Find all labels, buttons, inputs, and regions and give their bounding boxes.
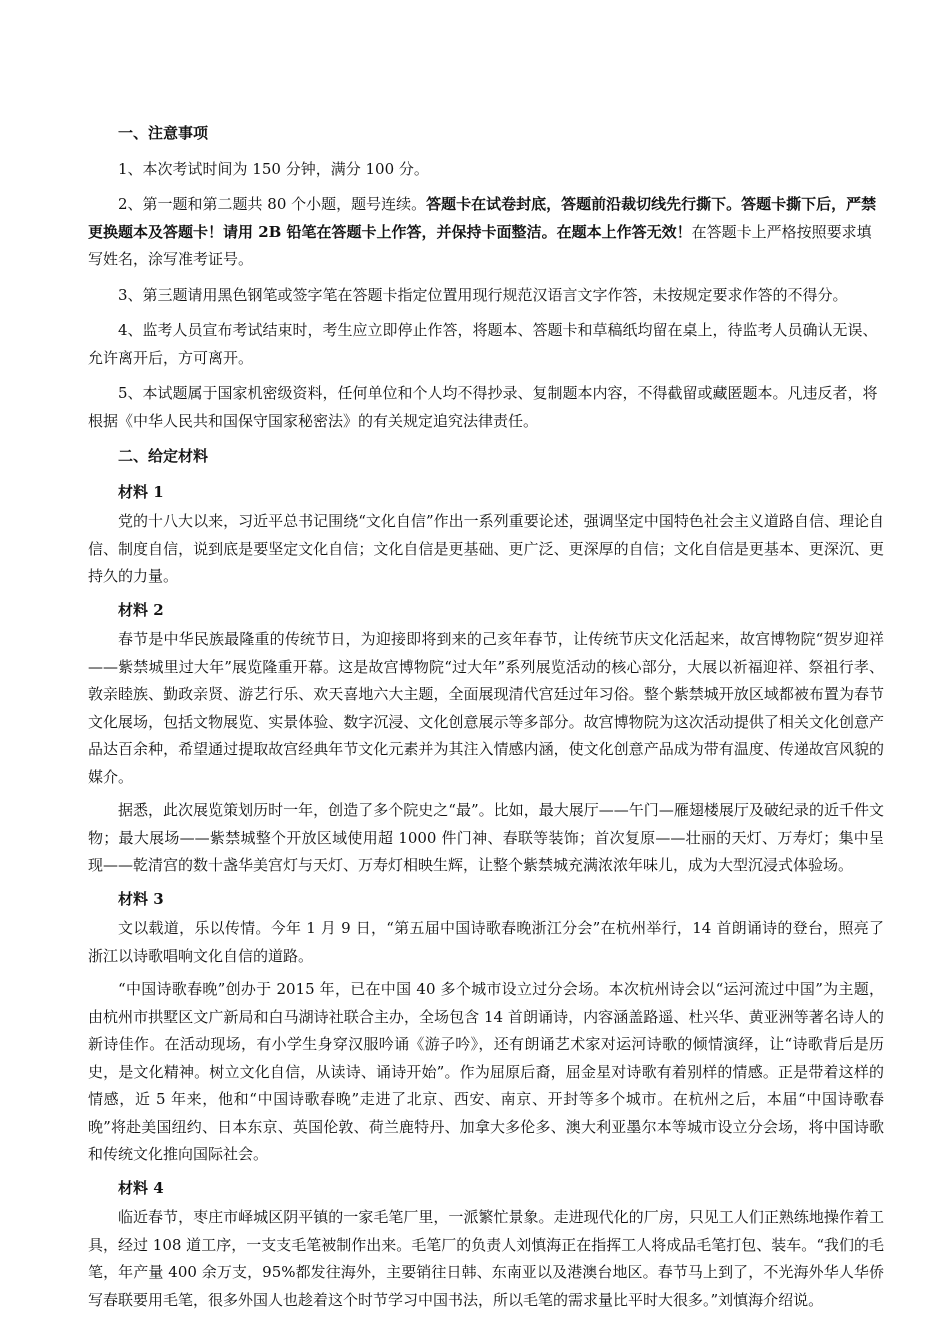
notice-item-5: 5、本试题属于国家机密级资料，任何单位和个人均不得抄录、复制题本内容，不得截留或藏匿题本。凡违反者，将根据《中华人民共和国保守国家秘密法》的有关规定追究法律责任。: [88, 384, 878, 430]
material-1-para-1: 党的十八大以来，习近平总书记围绕“文化自信”作出一系列重要论述，强调坚定中国特色社会主义道路自信、理论自信、制度自信，说到底是要坚定文化自信；文化自信是更基础、更广泛、更深厚的自信；文化自信是更基本、更深沉、更持久的力量。: [88, 512, 884, 585]
material-1-title: 材料 1: [118, 482, 164, 501]
notice-item-2: [88, 191, 884, 274]
notice-item-1: 1、本次考试时间为 150 分钟，满分 100 分。: [118, 159, 429, 178]
notice-item-3: 3、第三题请用黑色钢笔或签字笔在答题卡指定位置用现行规范汉语言文字作答，未按规定要求作答的不得分。: [118, 285, 848, 304]
notice-item-2-pre: 2、第一题和第二题共 80 个小题，题号连续。: [118, 195, 427, 213]
notice-item-2-bold: 答题卡在试卷封底，答题前沿裁切线先行撕下。答题卡撕下后，严禁更换题本及答题卡！请用 2B 铅笔在答题卡上作答，并保持卡面整洁。在题本上作答无效！: [88, 195, 877, 241]
material-3-para-1: 文以载道，乐以传情。今年 1 月 9 日，“第五届中国诗歌春晚浙江分会”在杭州举行，14 首朗诵诗的登台，照亮了浙江以诗歌唱响文化自信的道路。: [88, 919, 884, 965]
material-2-title: 材料 2: [118, 600, 164, 619]
material-2-para-2: 据悉，此次展览策划历时一年，创造了多个院史之“最”。比如，最大展厅——午门—雁翅楼展厅及破纪录的近千件文物；最大展场——紫禁城整个开放区域使用超 1000 件门神、春联等装饰；首次复原——壮丽的天灯、万寿灯；集中呈现——乾清宫的数十盏华美宫灯与天灯、万寿灯相映生辉，让整个紫禁城充满浓浓年味儿，成为大型沉浸式体验场。: [88, 801, 884, 874]
material-2-para-1: 春节是中华民族最隆重的传统节日，为迎接即将到来的己亥年春节，让传统节庆文化活起来，故宫博物院“贺岁迎祥——紫禁城里过大年”展览隆重开幕。这是故宫博物院“过大年”系列展览活动的核心部分，大展以祈福迎祥、祭祖行孝、敦亲睦族、勤政亲贤、游艺行乐、欢天喜地六大主题，全面展现清代宫廷过年习俗。整个紫禁城开放区域都被布置为春节文化展场，包括文物展览、实景体验、数字沉浸、文化创意展示等多部分。故宫博物院为这次活动提供了相关文化创意产品达百余种，希望通过提取故宫经典年节文化元素并为其注入情感内涵，使文化创意产品成为带有温度、传递故宫风貌的媒介。: [88, 630, 884, 786]
material-4-title: 材料 4: [118, 1178, 164, 1197]
notice-item-4: 4、监考人员宣布考试结束时，考生应立即停止作答，将题本、答题卡和草稿纸均留在桌上，待监考人员确认无误、允许离开后，方可离开。: [88, 321, 878, 367]
material-3-title: 材料 3: [118, 889, 164, 908]
material-4-para-1: 临近春节，枣庄市峄城区阴平镇的一家毛笔厂里，一派繁忙景象。走进现代化的厂房，只见工人们正熟练地操作着工具，经过 108 道工序，一支支毛笔被制作出来。毛笔厂的负责人刘慎海正在指挥工人将成品毛笔打包、装车。“我们的毛笔，年产量 400 余万支，95%都发往海外，主要销往日韩、东南亚以及港澳台地区。春节马上到了，不光海外华人华侨写春联要用毛笔，很多外国人也趁着这个时节学习中国书法，所以毛笔的需求量比平时大很多。”刘慎海介绍说。: [88, 1208, 884, 1309]
exam-page: [88, 120, 884, 1320]
notice-item-2-post: 在答题卡上严格按照要求填写姓名，涂写准考证号。: [88, 222, 872, 268]
section-title-materials: 二、给定材料: [118, 447, 209, 465]
material-3-para-2: “中国诗歌春晚”创办于 2015 年，已在中国 40 多个城市设立过分会场。本次杭州诗会以“运河流过中国”为主题，由杭州市拱墅区文广新局和白马湖诗社联合主办，全场包含 14 首朗诵诗，内容涵盖路遥、杜兴华、黄亚洲等著名诗人的新诗佳作。在活动现场，有小学生身穿汉服吟诵《游子吟》，还有朗诵艺术家对运河诗歌的倾情演绎，让“诗歌背后是历史，是文化精神。树立文化自信，从读诗、诵诗开始”。作为屈原后裔，屈金星对诗歌有着别样的情感。正是带着这样的情感，近 5 年来，他和“中国诗歌春晚”走进了北京、西安、南京、开封等多个城市。在杭州之后，本届“中国诗歌春晚”将赴美国纽约、日本东京、英国伦敦、荷兰鹿特丹、加拿大多伦多、澳大利亚墨尔本等城市设立分会场，将中国诗歌和传统文化推向国际社会。: [88, 980, 884, 1163]
section-title-notices: 一、注意事项: [118, 124, 209, 142]
